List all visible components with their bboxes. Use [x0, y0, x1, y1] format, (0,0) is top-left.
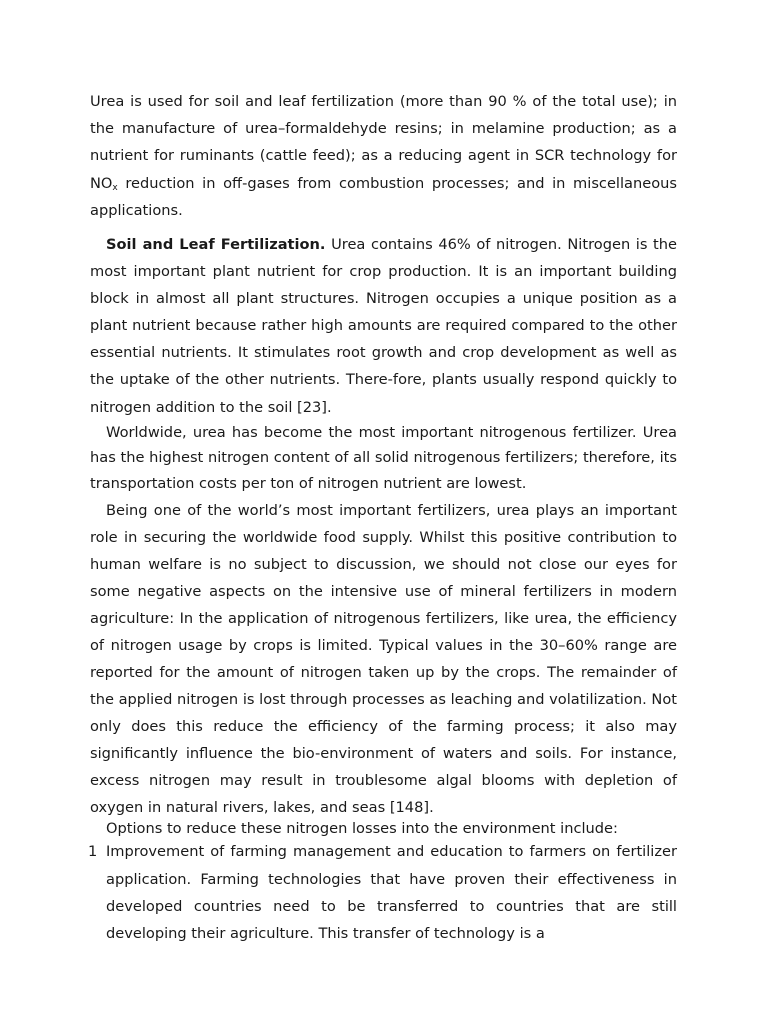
- subscript-x: x: [112, 182, 118, 193]
- document-page: [90, 88, 677, 947]
- paragraph-uses-text-a: Urea is used for soil and leaf fertilization (more than 90 % of the total use); in the manufacture of urea–formaldehyde resins; in melamine production; as a nutrient for ruminants (cattle feed); as a reducing agent in SCR technology for NO: [90, 93, 677, 192]
- list-item-text: Improvement of farming management and education to farmers on fertilizer application. Farming technologies that have proven their effectiveness in developed countries need to be transferred to countries that are still developing their agriculture. This transfer of technology is a: [106, 843, 677, 943]
- paragraph-options: Options to reduce these nitrogen losses into the environment include:: [106, 820, 618, 838]
- paragraph-worldwide: Worldwide, urea has become the most important nitrogenous fertilizer. Urea has the highest nitrogen content of all solid nitrogenous fertilizers; therefore, its transportation costs per ton of nitrogen nutrient are lowest.: [90, 423, 677, 492]
- paragraph-food-supply: Being one of the world’s most important fertilizers, urea plays an important role in securing the worldwide food supply. Whilst this positive contribution to human welfare is no subject to discussion, we should not close our eyes for some negative aspects on the intensive use of mineral fertilizers in modern agriculture: In the application of nitrogenous fertilizers, like urea, the efficiency of nitrogen usage by crops is limited. Typical values in the 30–60% range are reported for the amount of nitrogen taken up by the crops. The remainder of the applied nitrogen is lost through processes as leaching and volatilization. Not only does this reduce the efficiency of the farming process; it also may significantly influence the bio-environment of waters and soils. For instance, excess nitrogen may result in troublesome algal blooms with depletion of oxygen in natural rivers, lakes, and seas [148].: [90, 502, 677, 817]
- list-item-number: 1: [88, 843, 98, 861]
- paragraph-fertilization-text: Urea contains 46% of nitrogen. Nitrogen is the most important plant nutrient for crop production. It is an important building block in almost all plant structures. Nitrogen occupies a unique position as a plant nutrient because rather high amounts are required compared to the other essential nutrients. It stimulates root growth and crop development as well as the uptake of the other nutrients. There-fore, plants usually respond quickly to nitrogen addition to the soil [23].: [90, 236, 677, 416]
- list-item: [90, 838, 677, 947]
- paragraph-fertilization: [90, 231, 677, 421]
- section-heading: Soil and Leaf Fertilization.: [106, 236, 326, 254]
- paragraph-uses: [90, 88, 677, 224]
- paragraph-uses-text-b: reduction in off-gases from combustion processes; and in miscellaneous applications.: [90, 174, 677, 219]
